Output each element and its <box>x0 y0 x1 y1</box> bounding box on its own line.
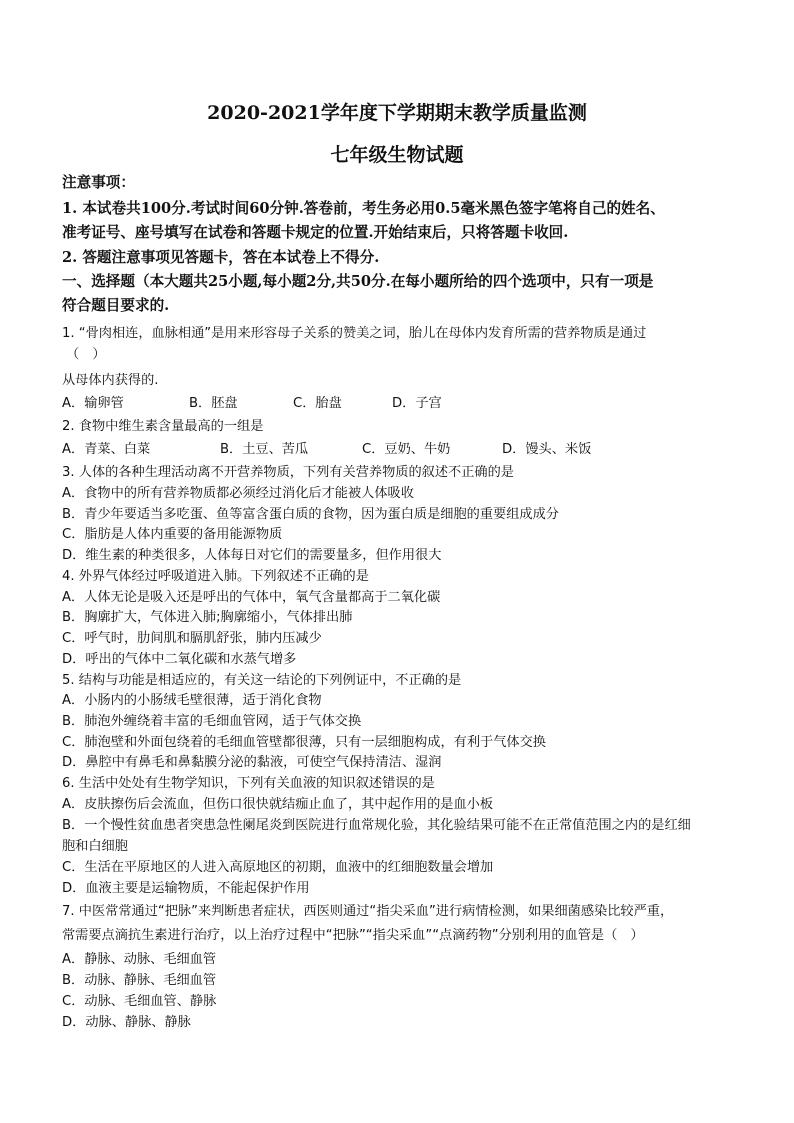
question-6-option-d: D．血液主要是运输物质，不能起保护作用 <box>62 881 310 896</box>
question-4-option-d: D．呼出的气体中二氧化碳和水蒸气增多 <box>62 652 297 667</box>
question-3-option-d: D．维生素的种类很多，人体每日对它们的需要量多，但作用很大 <box>62 548 442 563</box>
question-4-option-c: C．呼气时，肋间肌和膈肌舒张，肺内压减少 <box>62 631 322 646</box>
question-5-option-d: D．鼻腔中有鼻毛和鼻黏膜分泌的黏液，可使空气保持清洁、湿润 <box>62 755 442 770</box>
question-7-option-c: C．动脉、毛细血管、静脉 <box>62 994 217 1009</box>
question-1-option-d: D．子宫 <box>392 396 442 411</box>
question-4-option-a: A．人体无论是吸入还是呼出的气体中，氧气含量都高于二氧化碳 <box>62 590 441 605</box>
question-3-option-a: A．食物中的所有营养物质都必须经过消化后才能被人体吸收 <box>62 486 414 501</box>
question-2-option-a: A．青菜、白菜 <box>62 442 151 457</box>
question-6-option-c: C．生活在平原地区的人进入高原地区的初期，血液中的红细胞数量会增加 <box>62 860 494 875</box>
question-6-option-b: B．一个慢性贫血患者突患急性阑尾炎到医院进行血常规化验，其化验结果可能不在正常值范围之内的是红细 <box>62 818 691 833</box>
section-heading: 一、选择题（本大题共25小题,每小题2分,共50分.在每小题所给的四个选项中，只有一项是 <box>62 273 654 290</box>
question-7-option-b: B．动脉、静脉、毛细血管 <box>62 973 217 988</box>
question-1-stem-cont: 从母体内获得的. <box>62 373 159 388</box>
question-1-option-b: B．胚盘 <box>189 396 238 411</box>
question-2-option-b: B．土豆、苦瓜 <box>220 442 309 457</box>
question-6-option-b-cont: 胞和白细胞 <box>62 839 128 854</box>
question-7-stem: 7. 中医常常通过“把脉”来判断患者症状，西医则通过“指尖采血”进行病情检测，如果细菌感染比较严重， <box>62 904 674 919</box>
question-2-option-c: C．豆奶、牛奶 <box>362 442 451 457</box>
question-7-option-d: D．动脉、静脉、静脉 <box>62 1015 191 1030</box>
question-5-option-a: A．小肠内的小肠绒毛壁很薄，适于消化食物 <box>62 693 322 708</box>
question-6-stem: 6. 生活中处处有生物学知识，下列有关血液的知识叙述错误的是 <box>62 776 435 791</box>
question-7-stem-cont: 常需要点滴抗生素进行治疗，以上治疗过程中“把脉”“指尖采血”“点滴药物”分别利用的血管是（ ） <box>62 928 644 943</box>
notice-heading: 注意事项： <box>62 174 135 191</box>
question-5-option-c: C．肺泡壁和外面包绕着的毛细血管壁都很薄，只有一层细胞构成，有利于气体交换 <box>62 735 546 750</box>
question-3-option-c: C．脂肪是人体内重要的备用能源物质 <box>62 527 283 542</box>
question-1-blank: （ ） <box>66 347 106 362</box>
notice-item-1-cont: 准考证号、座号填写在试卷和答题卡规定的位置.开始结束后，只将答题卡收回. <box>62 224 569 241</box>
question-5-option-b: B．肺泡外缠绕着丰富的毛细血管网，适于气体交换 <box>62 714 362 729</box>
question-3-option-b: B．青少年要适当多吃蛋、鱼等富含蛋白质的食物，因为蛋白质是细胞的重要组成成分 <box>62 507 559 522</box>
question-4-stem: 4. 外界气体经过呼吸道进入肺。下列叙述不正确的是 <box>62 569 369 584</box>
question-1-option-a: A．输卵管 <box>62 396 124 411</box>
question-6-option-a: A．皮肤擦伤后会流血，但伤口很快就结痂止血了，其中起作用的是血小板 <box>62 797 494 812</box>
question-1-stem: 1. “骨肉相连，血脉相通”是用来形容母子关系的赞美之词，胎儿在母体内发育所需的营养物质是通过 <box>62 326 647 341</box>
question-1-option-c: C．胎盘 <box>293 396 342 411</box>
question-4-option-b: B．胸廓扩大，气体进入肺;胸廓缩小，气体排出肺 <box>62 610 353 625</box>
notice-item-1: 1. 本试卷共100分.考试时间60分钟.答卷前，考生务必用0.5毫米黑色签字笔将自己的姓名、 <box>62 200 665 217</box>
notice-item-2: 2. 答题注意事项见答题卡，答在本试卷上不得分. <box>62 249 380 266</box>
question-7-option-a: A．静脉、动脉、毛细血管 <box>62 952 217 967</box>
question-2-option-d: D．馒头、米饭 <box>502 442 592 457</box>
section-heading-cont: 符合题目要求的. <box>62 297 170 314</box>
question-3-stem: 3. 人体的各种生理活动离不开营养物质，下列有关营养物质的叙述不正确的是 <box>62 465 514 480</box>
question-5-stem: 5. 结构与功能是相适应的，有关这一结论的下列例证中，不正确的是 <box>62 673 462 688</box>
page-subtitle: 七年级生物试题 <box>330 144 464 166</box>
question-2-stem: 2. 食物中维生素含量最高的一组是 <box>62 419 264 434</box>
page-title: 2020-2021学年度下学期期末教学质量监测 <box>207 102 587 124</box>
